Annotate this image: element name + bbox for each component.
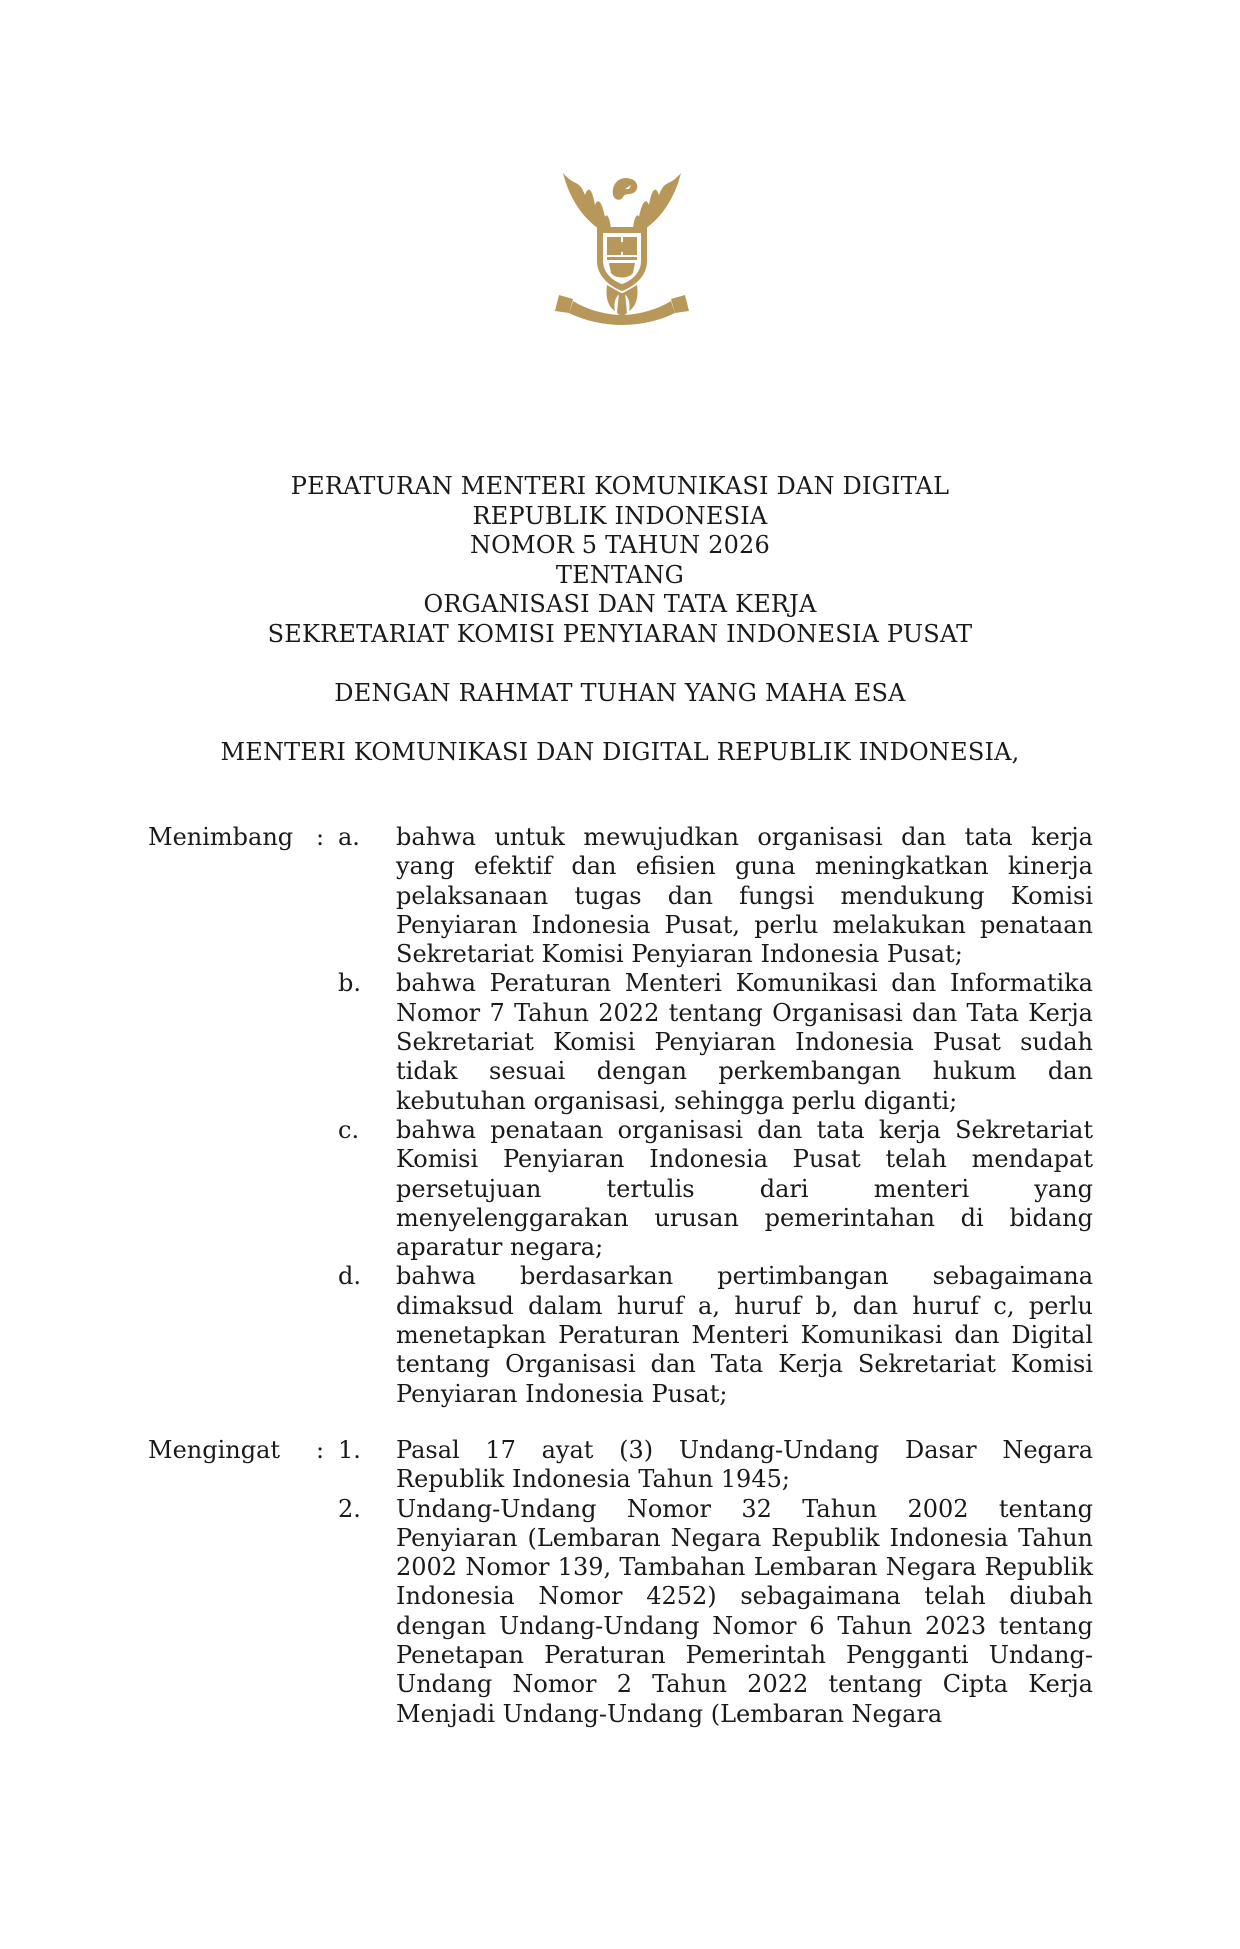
menimbang-section [148, 823, 1093, 1409]
menimbang-row-d [148, 1262, 1093, 1408]
item-marker: 2. [338, 1494, 361, 1523]
menimbang-row-b [148, 969, 1093, 1115]
issuer-line: MENTERI KOMUNIKASI DAN DIGITAL REPUBLIK INDONESIA, [220, 738, 1020, 767]
item-marker: d. [338, 1262, 361, 1291]
list-item [338, 1436, 1093, 1495]
menimbang-colon: : [316, 823, 325, 851]
item-marker: a. [338, 823, 360, 851]
menimbang-row-a [148, 823, 1093, 969]
title-line-country: REPUBLIK INDONESIA [472, 501, 768, 530]
title-line-subject-1: ORGANISASI DAN TATA KERJA [423, 590, 817, 619]
mengingat-row-2 [148, 1495, 1093, 1729]
list-item [338, 969, 1093, 1115]
menimbang-row-c [148, 1116, 1093, 1262]
title-line-regulation: PERATURAN MENTERI KOMUNIKASI DAN DIGITAL [290, 472, 950, 500]
item-text: bahwa untuk mewujudkan organisasi dan tata kerja yang efektif dan efisien guna meningkatkan kinerja pelaksanaan tugas dan fungsi mendukung Komisi Penyiaran Indonesia Pusat, perlu melakukan penataan Sekretariat Komisi Penyiaran Indonesia Pusat; [396, 823, 1093, 969]
menimbang-label: Menimbang [148, 823, 294, 851]
blessing-line: DENGAN RAHMAT TUHAN YANG MAHA ESA [334, 679, 906, 708]
document-title-block [0, 472, 1240, 768]
mengingat-colon: : [316, 1436, 325, 1464]
item-marker: 1. [338, 1436, 361, 1464]
item-text: bahwa berdasarkan pertimbangan sebagaimana dimaksud dalam huruf a, huruf b, dan huruf c, perlu menetapkan Peraturan Menteri Komunikasi dan Digital tentang Organisasi dan Tata Kerja Sekretariat Komisi Penyiaran Indonesia Pusat; [396, 1262, 1093, 1408]
list-item [338, 1116, 1093, 1262]
list-item [338, 1495, 1093, 1729]
list-item [338, 823, 1093, 969]
garuda-emblem-icon [549, 165, 695, 325]
item-text: bahwa Peraturan Menteri Komunikasi dan Informatika Nomor 7 Tahun 2022 tentang Organisasi dan Tata Kerja Sekretariat Komisi Penyiaran Indonesia Pusat sudah tidak sesuai dengan perkembangan hukum dan kebutuhan organisasi, sehingga perlu diganti; [396, 969, 1093, 1115]
mengingat-row-1 [148, 1436, 1093, 1495]
item-text: bahwa penataan organisasi dan tata kerja Sekretariat Komisi Penyiaran Indonesia Pusat telah mendapat persetujuan tertulis dari menteri yang menyelenggarakan urusan pemerintahan di bidang aparatur negara; [396, 1115, 1093, 1262]
list-item [338, 1262, 1093, 1408]
title-line-about: TENTANG [555, 560, 685, 589]
title-line-subject-2: SEKRETARIAT KOMISI PENYIARAN INDONESIA PUSAT [267, 619, 973, 648]
mengingat-section [148, 1436, 1093, 1729]
title-line-number: NOMOR 5 TAHUN 2026 [469, 531, 770, 560]
item-text: Pasal 17 ayat (3) Undang-Undang Dasar Negara Republik Indonesia Tahun 1945; [396, 1436, 1093, 1494]
mengingat-label: Mengingat [148, 1436, 281, 1464]
item-marker: c. [338, 1115, 360, 1144]
item-marker: b. [338, 969, 361, 998]
item-text: Undang-Undang Nomor 32 Tahun 2002 tentang Penyiaran (Lembaran Negara Republik Indonesia Tahun 2002 Nomor 139, Tambahan Lembaran Negara Republik Indonesia Nomor 4252) sebagaimana telah diubah dengan Undang-Undang Nomor 6 Tahun 2023 tentang Penetapan Peraturan Pemerintah Pengganti Undang-Undang Nomor 2 Tahun 2022 tentang Cipta Kerja Menjadi Undang-Undang (Lembaran Negara [396, 1494, 1093, 1728]
